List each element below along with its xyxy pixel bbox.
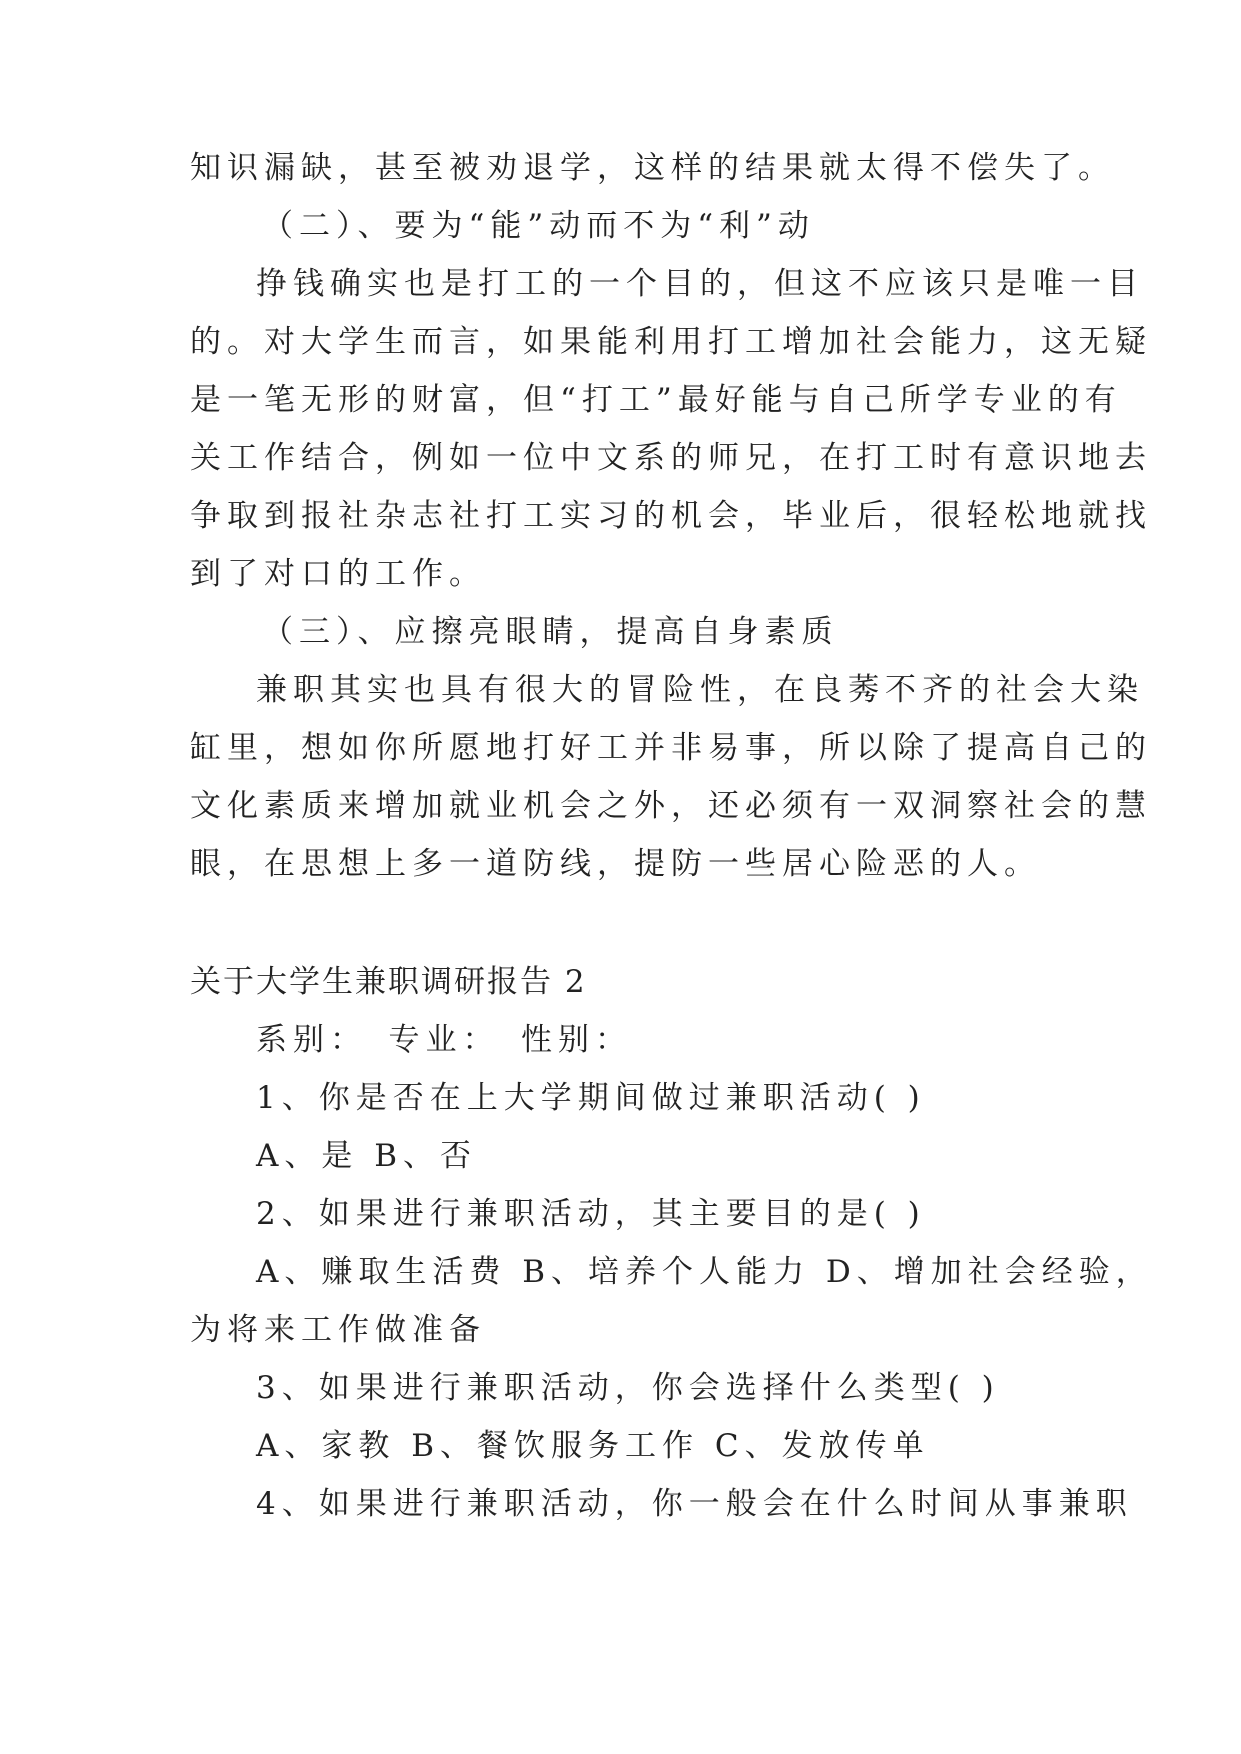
question-1-options: A、是 B、否 [256,1138,478,1174]
paragraph-line: 文化素质来增加就业机会之外，还必须有一双洞察社会的慧 [190,788,1152,824]
question-1: 1、你是否在上大学期间做过兼职活动( ) [256,1080,926,1116]
paragraph-line: 挣钱确实也是打工的一个目的，但这不应该只是唯一目 [256,266,1144,302]
paragraph-line: 缸里，想如你所愿地打好工并非易事，所以除了提高自己的 [190,730,1152,766]
paragraph-line: 知识漏缺，甚至被劝退学，这样的结果就太得不偿失了。 [190,150,1115,186]
question-3-options: A、家教 B、餐饮服务工作 C、发放传单 [256,1428,930,1464]
question-3: 3、如果进行兼职活动，你会选择什么类型( ) [256,1370,1000,1406]
section-heading-3: （三）、应擦亮眼睛，提高自身素质 [262,614,839,650]
question-2-options: A、赚取生活费 B、培养个人能力 D、增加社会经验， [256,1254,1153,1290]
paragraph-line: 兼职其实也具有很大的冒险性，在良莠不齐的社会大染 [256,672,1144,708]
paragraph-line: 是一笔无形的财富，但“打工”最好能与自己所学专业的有 [190,382,1122,418]
section-heading-2: （二）、要为“能”动而不为“利”动 [262,208,815,244]
paragraph-line: 到了对口的工作。 [190,556,486,592]
question-2: 2、如果进行兼职活动，其主要目的是( ) [256,1196,926,1232]
question-4: 4、如果进行兼职活动，你一般会在什么时间从事兼职 [256,1486,1133,1522]
paragraph-line: 关工作结合，例如一位中文系的师兄，在打工时有意识地去 [190,440,1152,476]
question-2-options-cont: 为将来工作做准备 [190,1312,486,1348]
form-fields-line: 系别： 专业： 性别： [256,1022,632,1058]
paragraph-line: 争取到报社杂志社打工实习的机会，毕业后，很轻松地就找 [190,498,1152,534]
paragraph-line: 的。对大学生而言，如果能利用打工增加社会能力，这无疑 [190,324,1152,360]
report-title: 关于大学生兼职调研报告 2 [190,964,587,1000]
paragraph-line: 眼，在思想上多一道防线，提防一些居心险恶的人。 [190,846,1041,882]
